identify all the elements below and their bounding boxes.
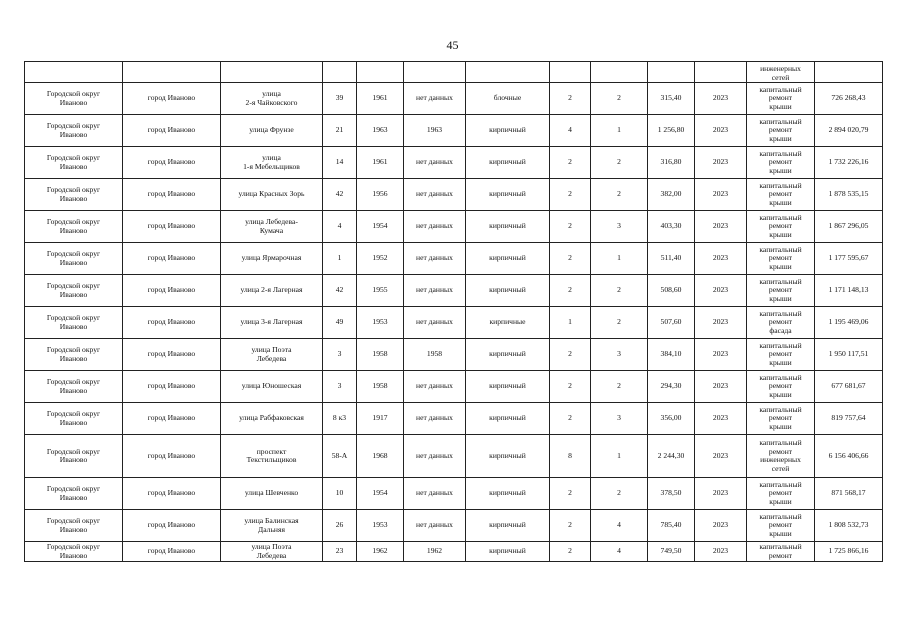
cell-entrances: 2: [591, 371, 648, 403]
cell-entrances: 2: [591, 147, 648, 179]
cell-year-built: 1955: [357, 275, 404, 307]
table-row: [25, 147, 883, 179]
cell-wall-material: [466, 62, 550, 83]
cell-area: 382,00: [648, 179, 695, 211]
cell-work-type: капитальный ремонт крыши: [747, 478, 815, 510]
cell-year-reconstruction: нет данных: [404, 179, 466, 211]
cell-district: [25, 62, 123, 83]
cell-year-reconstruction: нет данных: [404, 478, 466, 510]
cell-city: город Иваново: [123, 510, 221, 542]
cell-city: город Иваново: [123, 243, 221, 275]
cell-area: 356,00: [648, 403, 695, 435]
cell-street: улица Юношеская: [221, 371, 323, 403]
cell-wall-material: кирпичный: [466, 243, 550, 275]
cell-year-reconstruction: нет данных: [404, 435, 466, 478]
cell-area: 508,60: [648, 275, 695, 307]
cell-street: улица Лебедева- Кумача: [221, 211, 323, 243]
cell-house: 10: [323, 478, 357, 510]
table-row: [25, 510, 883, 542]
cell-floors: 2: [550, 371, 591, 403]
cell-wall-material: кирпичный: [466, 403, 550, 435]
table-row: [25, 403, 883, 435]
cell-year-reconstruction: нет данных: [404, 211, 466, 243]
cell-house: 3: [323, 339, 357, 371]
cell-entrances: 2: [591, 275, 648, 307]
cell-year-built: 1954: [357, 211, 404, 243]
table-row: [25, 339, 883, 371]
cell-wall-material: кирпичный: [466, 435, 550, 478]
cell-entrances: 2: [591, 478, 648, 510]
cell-entrances: 2: [591, 307, 648, 339]
cell-work-type: капитальный ремонт крыши: [747, 371, 815, 403]
cell-street: улица Фрунзе: [221, 115, 323, 147]
cell-district: Городской округ Иваново: [25, 435, 123, 478]
cell-city: город Иваново: [123, 307, 221, 339]
cell-year-reconstruction: 1958: [404, 339, 466, 371]
cell-area: 315,40: [648, 83, 695, 115]
cell-city: город Иваново: [123, 147, 221, 179]
cell-cost: 1 171 148,13: [815, 275, 883, 307]
cell-entrances: 1: [591, 243, 648, 275]
cell-street: улица Шевченко: [221, 478, 323, 510]
cell-year-reconstruction: нет данных: [404, 275, 466, 307]
cell-cost: 819 757,64: [815, 403, 883, 435]
cell-city: город Иваново: [123, 275, 221, 307]
cell-plan-year: 2023: [695, 115, 747, 147]
cell-wall-material: кирпичный: [466, 211, 550, 243]
cell-street: улица 3-я Лагерная: [221, 307, 323, 339]
cell-area: [648, 62, 695, 83]
table-row: [25, 83, 883, 115]
cell-house: 23: [323, 542, 357, 562]
cell-work-type: капитальный ремонт крыши: [747, 339, 815, 371]
table-row: [25, 435, 883, 478]
cell-floors: 1: [550, 307, 591, 339]
cell-city: город Иваново: [123, 211, 221, 243]
cell-district: Городской округ Иваново: [25, 542, 123, 562]
cell-work-type: капитальный ремонт: [747, 542, 815, 562]
carryover-row: [25, 62, 883, 83]
cell-district: Городской округ Иваново: [25, 371, 123, 403]
cell-area: 785,40: [648, 510, 695, 542]
cell-work-type: капитальный ремонт крыши: [747, 510, 815, 542]
table-row: [25, 371, 883, 403]
cell-wall-material: кирпичный: [466, 147, 550, 179]
cell-district: Городской округ Иваново: [25, 211, 123, 243]
cell-house: 42: [323, 275, 357, 307]
cell-year-built: 1952: [357, 243, 404, 275]
cell-area: 2 244,30: [648, 435, 695, 478]
cell-floors: 2: [550, 147, 591, 179]
cell-plan-year: 2023: [695, 403, 747, 435]
cell-area: 378,50: [648, 478, 695, 510]
cell-house: 4: [323, 211, 357, 243]
cell-city: город Иваново: [123, 542, 221, 562]
cell-area: 507,60: [648, 307, 695, 339]
cell-year-built: 1958: [357, 339, 404, 371]
cell-district: Городской округ Иваново: [25, 275, 123, 307]
cell-city: город Иваново: [123, 371, 221, 403]
cell-work-type: капитальный ремонт инженерных сетей: [747, 435, 815, 478]
cell-cost: 6 156 406,66: [815, 435, 883, 478]
cell-district: Городской округ Иваново: [25, 510, 123, 542]
cell-plan-year: 2023: [695, 147, 747, 179]
cell-street: улица Поэта Лебедева: [221, 542, 323, 562]
cell-area: 511,40: [648, 243, 695, 275]
cell-work-type: капитальный ремонт крыши: [747, 243, 815, 275]
cell-house: 14: [323, 147, 357, 179]
cell-entrances: 2: [591, 179, 648, 211]
cell-year-built: 1954: [357, 478, 404, 510]
cell-district: Городской округ Иваново: [25, 179, 123, 211]
cell-entrances: 3: [591, 339, 648, 371]
cell-street: улица Рабфаковская: [221, 403, 323, 435]
cell-year-built: 1961: [357, 147, 404, 179]
cell-year-reconstruction: [404, 62, 466, 83]
cell-entrances: 1: [591, 435, 648, 478]
cell-house: 21: [323, 115, 357, 147]
cell-wall-material: кирпичный: [466, 371, 550, 403]
cell-area: 749,50: [648, 542, 695, 562]
cell-cost: 1 808 532,73: [815, 510, 883, 542]
cell-city: город Иваново: [123, 478, 221, 510]
cell-floors: 2: [550, 243, 591, 275]
cell-year-reconstruction: нет данных: [404, 510, 466, 542]
cell-wall-material: кирпичный: [466, 115, 550, 147]
cell-city: город Иваново: [123, 339, 221, 371]
cell-district: Городской округ Иваново: [25, 478, 123, 510]
cell-wall-material: кирпичный: [466, 339, 550, 371]
cell-plan-year: 2023: [695, 339, 747, 371]
cell-district: Городской округ Иваново: [25, 115, 123, 147]
table-row: [25, 275, 883, 307]
cell-plan-year: 2023: [695, 243, 747, 275]
cell-entrances: 3: [591, 211, 648, 243]
cell-wall-material: кирпичный: [466, 510, 550, 542]
cell-year-built: 1968: [357, 435, 404, 478]
cell-year-built: 1953: [357, 307, 404, 339]
cell-year-reconstruction: нет данных: [404, 83, 466, 115]
cell-district: Городской округ Иваново: [25, 403, 123, 435]
cell-floors: 2: [550, 211, 591, 243]
cell-floors: 2: [550, 275, 591, 307]
cell-area: 403,30: [648, 211, 695, 243]
cell-year-reconstruction: нет данных: [404, 371, 466, 403]
cell-work-type: капитальный ремонт фасада: [747, 307, 815, 339]
cell-street: [221, 62, 323, 83]
cell-year-reconstruction: нет данных: [404, 147, 466, 179]
cell-district: Городской округ Иваново: [25, 339, 123, 371]
cell-plan-year: 2023: [695, 211, 747, 243]
cell-cost: 2 894 020,79: [815, 115, 883, 147]
cell-city: город Иваново: [123, 403, 221, 435]
cell-house: 49: [323, 307, 357, 339]
cell-street: улица Ярмарочная: [221, 243, 323, 275]
cell-plan-year: 2023: [695, 371, 747, 403]
cell-year-reconstruction: 1962: [404, 542, 466, 562]
cell-house: [323, 62, 357, 83]
cell-city: город Иваново: [123, 435, 221, 478]
cell-street: улица 2-я Чайковского: [221, 83, 323, 115]
cell-cost: 1 195 469,06: [815, 307, 883, 339]
cell-wall-material: кирпичный: [466, 478, 550, 510]
cell-cost: 677 681,67: [815, 371, 883, 403]
cell-year-reconstruction: 1963: [404, 115, 466, 147]
table-row: [25, 179, 883, 211]
cell-floors: [550, 62, 591, 83]
cell-floors: 2: [550, 403, 591, 435]
cell-floors: 4: [550, 115, 591, 147]
cell-house: 26: [323, 510, 357, 542]
cell-house: 3: [323, 371, 357, 403]
cell-city: город Иваново: [123, 115, 221, 147]
cell-district: Городской округ Иваново: [25, 83, 123, 115]
cell-year-built: 1953: [357, 510, 404, 542]
cell-plan-year: 2023: [695, 307, 747, 339]
cell-plan-year: 2023: [695, 83, 747, 115]
cell-plan-year: 2023: [695, 435, 747, 478]
cell-street: улица 1-я Мебельщиков: [221, 147, 323, 179]
cell-plan-year: 2023: [695, 542, 747, 562]
cell-work-type: капитальный ремонт крыши: [747, 275, 815, 307]
cell-year-built: 1958: [357, 371, 404, 403]
cell-floors: 2: [550, 179, 591, 211]
cell-street: улица Поэта Лебедева: [221, 339, 323, 371]
cell-entrances: 4: [591, 542, 648, 562]
cell-year-reconstruction: нет данных: [404, 403, 466, 435]
cell-year-built: 1961: [357, 83, 404, 115]
cell-street: улица Балинская Дальняя: [221, 510, 323, 542]
table-row: [25, 542, 883, 562]
cell-district: Городской округ Иваново: [25, 307, 123, 339]
cell-district: Городской округ Иваново: [25, 147, 123, 179]
cell-floors: 2: [550, 83, 591, 115]
cell-plan-year: 2023: [695, 510, 747, 542]
cell-entrances: 1: [591, 115, 648, 147]
cell-area: 316,80: [648, 147, 695, 179]
cell-cost: [815, 62, 883, 83]
cell-plan-year: [695, 62, 747, 83]
cell-area: 384,10: [648, 339, 695, 371]
cell-work-type: капитальный ремонт крыши: [747, 403, 815, 435]
cell-year-reconstruction: нет данных: [404, 307, 466, 339]
page-number: 45: [446, 38, 459, 52]
cell-year-built: 1956: [357, 179, 404, 211]
cell-year-built: 1917: [357, 403, 404, 435]
cell-cost: 1 725 866,16: [815, 542, 883, 562]
cell-entrances: [591, 62, 648, 83]
cell-house: 1: [323, 243, 357, 275]
cell-cost: 1 867 296,05: [815, 211, 883, 243]
cell-house: 58-А: [323, 435, 357, 478]
cell-district: Городской округ Иваново: [25, 243, 123, 275]
housing-register-table: [24, 61, 883, 562]
cell-year-built: 1963: [357, 115, 404, 147]
cell-year-reconstruction: нет данных: [404, 243, 466, 275]
cell-wall-material: кирпичный: [466, 179, 550, 211]
cell-year-built: 1962: [357, 542, 404, 562]
cell-cost: 1 177 595,67: [815, 243, 883, 275]
table-row: [25, 243, 883, 275]
cell-entrances: 3: [591, 403, 648, 435]
cell-city: город Иваново: [123, 179, 221, 211]
cell-floors: 2: [550, 339, 591, 371]
cell-plan-year: 2023: [695, 275, 747, 307]
cell-work-type: капитальный ремонт крыши: [747, 147, 815, 179]
cell-work-type: капитальный ремонт крыши: [747, 83, 815, 115]
cell-floors: 2: [550, 542, 591, 562]
cell-work-type: капитальный ремонт крыши: [747, 211, 815, 243]
cell-work-type: капитальный ремонт крыши: [747, 179, 815, 211]
cell-house: 8 к3: [323, 403, 357, 435]
cell-cost: 1 950 117,51: [815, 339, 883, 371]
cell-plan-year: 2023: [695, 478, 747, 510]
cell-work-type: капитальный ремонт крыши: [747, 115, 815, 147]
cell-cost: 726 268,43: [815, 83, 883, 115]
cell-house: 42: [323, 179, 357, 211]
cell-floors: 8: [550, 435, 591, 478]
cell-wall-material: блочные: [466, 83, 550, 115]
cell-street: улица 2-я Лагерная: [221, 275, 323, 307]
cell-city: [123, 62, 221, 83]
cell-street: проспект Текстильщиков: [221, 435, 323, 478]
cell-floors: 2: [550, 510, 591, 542]
cell-plan-year: 2023: [695, 179, 747, 211]
cell-entrances: 4: [591, 510, 648, 542]
cell-house: 39: [323, 83, 357, 115]
cell-cost: 1 878 535,15: [815, 179, 883, 211]
cell-area: 1 256,80: [648, 115, 695, 147]
cell-street: улица Красных Зорь: [221, 179, 323, 211]
cell-wall-material: кирпичные: [466, 307, 550, 339]
table-row: [25, 478, 883, 510]
cell-work-type: инженерных сетей: [747, 62, 815, 83]
cell-year-built: [357, 62, 404, 83]
cell-floors: 2: [550, 478, 591, 510]
table-row: [25, 115, 883, 147]
table-row: [25, 211, 883, 243]
cell-city: город Иваново: [123, 83, 221, 115]
cell-area: 294,30: [648, 371, 695, 403]
cell-wall-material: кирпичный: [466, 275, 550, 307]
cell-wall-material: кирпичный: [466, 542, 550, 562]
cell-cost: 1 732 226,16: [815, 147, 883, 179]
table-row: [25, 307, 883, 339]
cell-cost: 871 568,17: [815, 478, 883, 510]
cell-entrances: 2: [591, 83, 648, 115]
